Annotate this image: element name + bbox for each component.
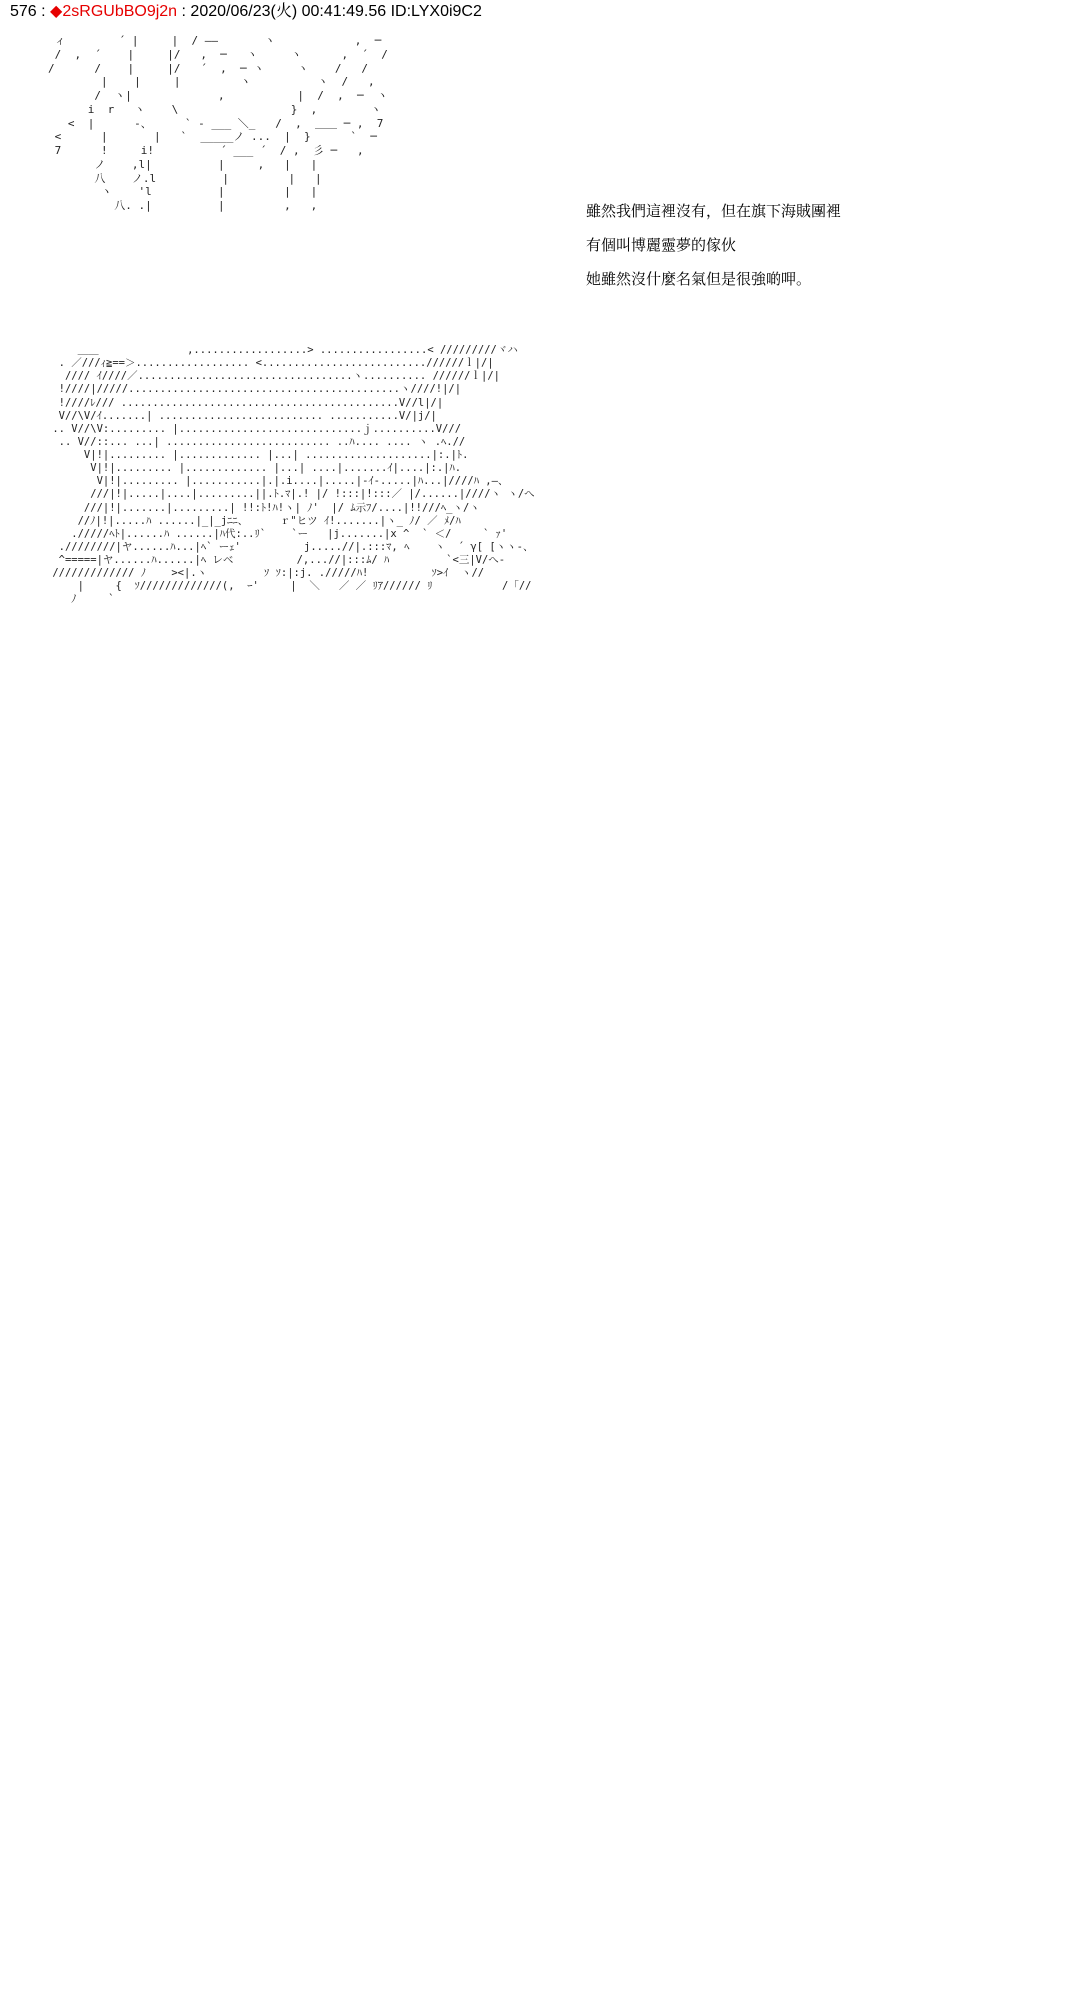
post-meta: : 2020/06/23(火) 00:41:49.56 ID:LYX0i9C2 xyxy=(177,3,482,20)
ascii-art-character-1: ィ ´ | | / —— ヽ , ─ / , ´ | |/ , ─ ヽ ヽ , ´ / / / | |/ ´ , ─ ヽ ヽ / / | | | ヽ ヽ / , / ヽ| , | / , ─ ヽ i r ヽ \ } , ヽ < | ‐、 ` ‐ ___ ＼_ / , ＿＿ ─ , 7 < | | ` _____ノ ... | } ` ─ 7 ! i! ´ ___ ´ / , 彡 ─ , ノ ,l| | , | | 八 ノ.l | | | ヽ 'l | | | 八. .| | , , xyxy=(48,34,388,212)
caption-line: 有個叫博麗靈夢的傢伙 xyxy=(586,237,737,254)
ascii-art-character-2: ＿＿ ,..................> .................< /////////ヾハ . ／///ｨ≧==＞.................. <..........................//////ｌ|/| //// ｲ////／..................................ヽ.......... //////ｌ|/| !////|/////...........................................ヽ////!|/| !////ﾚ/// ............................................V//l|/| V//\V/ｲ.......| .......................... ...........V/|j/| .. V//\V:......... |.............................ｊ..........V/// .. V//::... ...| .......................... ..ﾊ.... .... ヽ .ﾍ.// V|!|......... |............. |...| ....................|:.|ﾄ. V|!|......... |............. |...| ....|.......ｲ|....|:.|ﾊ. V|!|......... |...........|.|.i....|.....|-ｲ-.....|ﾊ...|////ﾊ ,—、 ///|!|.....|....|.........||.ﾄ.ﾏ|.! |/ !:::|!:::／ |/......|////ヽ ヽ/へ ///|!|.......|.........| !!:ﾄ!ﾊ!ヽ| ﾉ' |/ ﾑ示ﾌ/....|!!///ﾍ_ヽ/ヽ //ﾉ|!|.....ﾊ ......|_|_jﾆﾆ、 ｒ"ヒツ ｲ!.......|ヽ_ ﾉ/ ／ ﾒ/ﾊ ./////ﾍﾄ|......ﾊ ......|ﾊ代:..ﾘ` `ー |j.......|x ^ ` ＜/ ` ｧ' .////////|ヤ......ﾊ...|ﾍ` ーｪ' j.....//|.:::ﾏ, ﾍ ヽ ´ γ[ [ヽヽ‐、 ^=====|ヤ......ﾊ......|ﾍ レベ /,...//|:::ﾑ/ ﾊ `<三|V/へ‐ ///////////// ﾉ ><|.ヽ ｿ ｿ:|:j. ./////ﾊ! ｿ>ｲ ヽ// | { ｿ/////////////(, ｰ' | ＼ ／ ／ ﾘｱ////// ﾘ /「// ﾉ ` xyxy=(52,344,535,606)
trip-diamond: ◆ xyxy=(50,3,63,20)
separator: : xyxy=(36,3,51,20)
poster-name[interactable]: 2sRGUbBO9j2n xyxy=(62,3,178,20)
caption-line: 雖然我們這裡沒有，但在旗下海賊團裡 xyxy=(586,203,842,220)
caption-line: 她雖然沒什麼名氣但是很強啲呷。 xyxy=(586,271,812,288)
caption-post1 xyxy=(586,195,841,297)
post-header-576 xyxy=(10,2,482,22)
post-number[interactable]: 576 xyxy=(10,3,37,20)
